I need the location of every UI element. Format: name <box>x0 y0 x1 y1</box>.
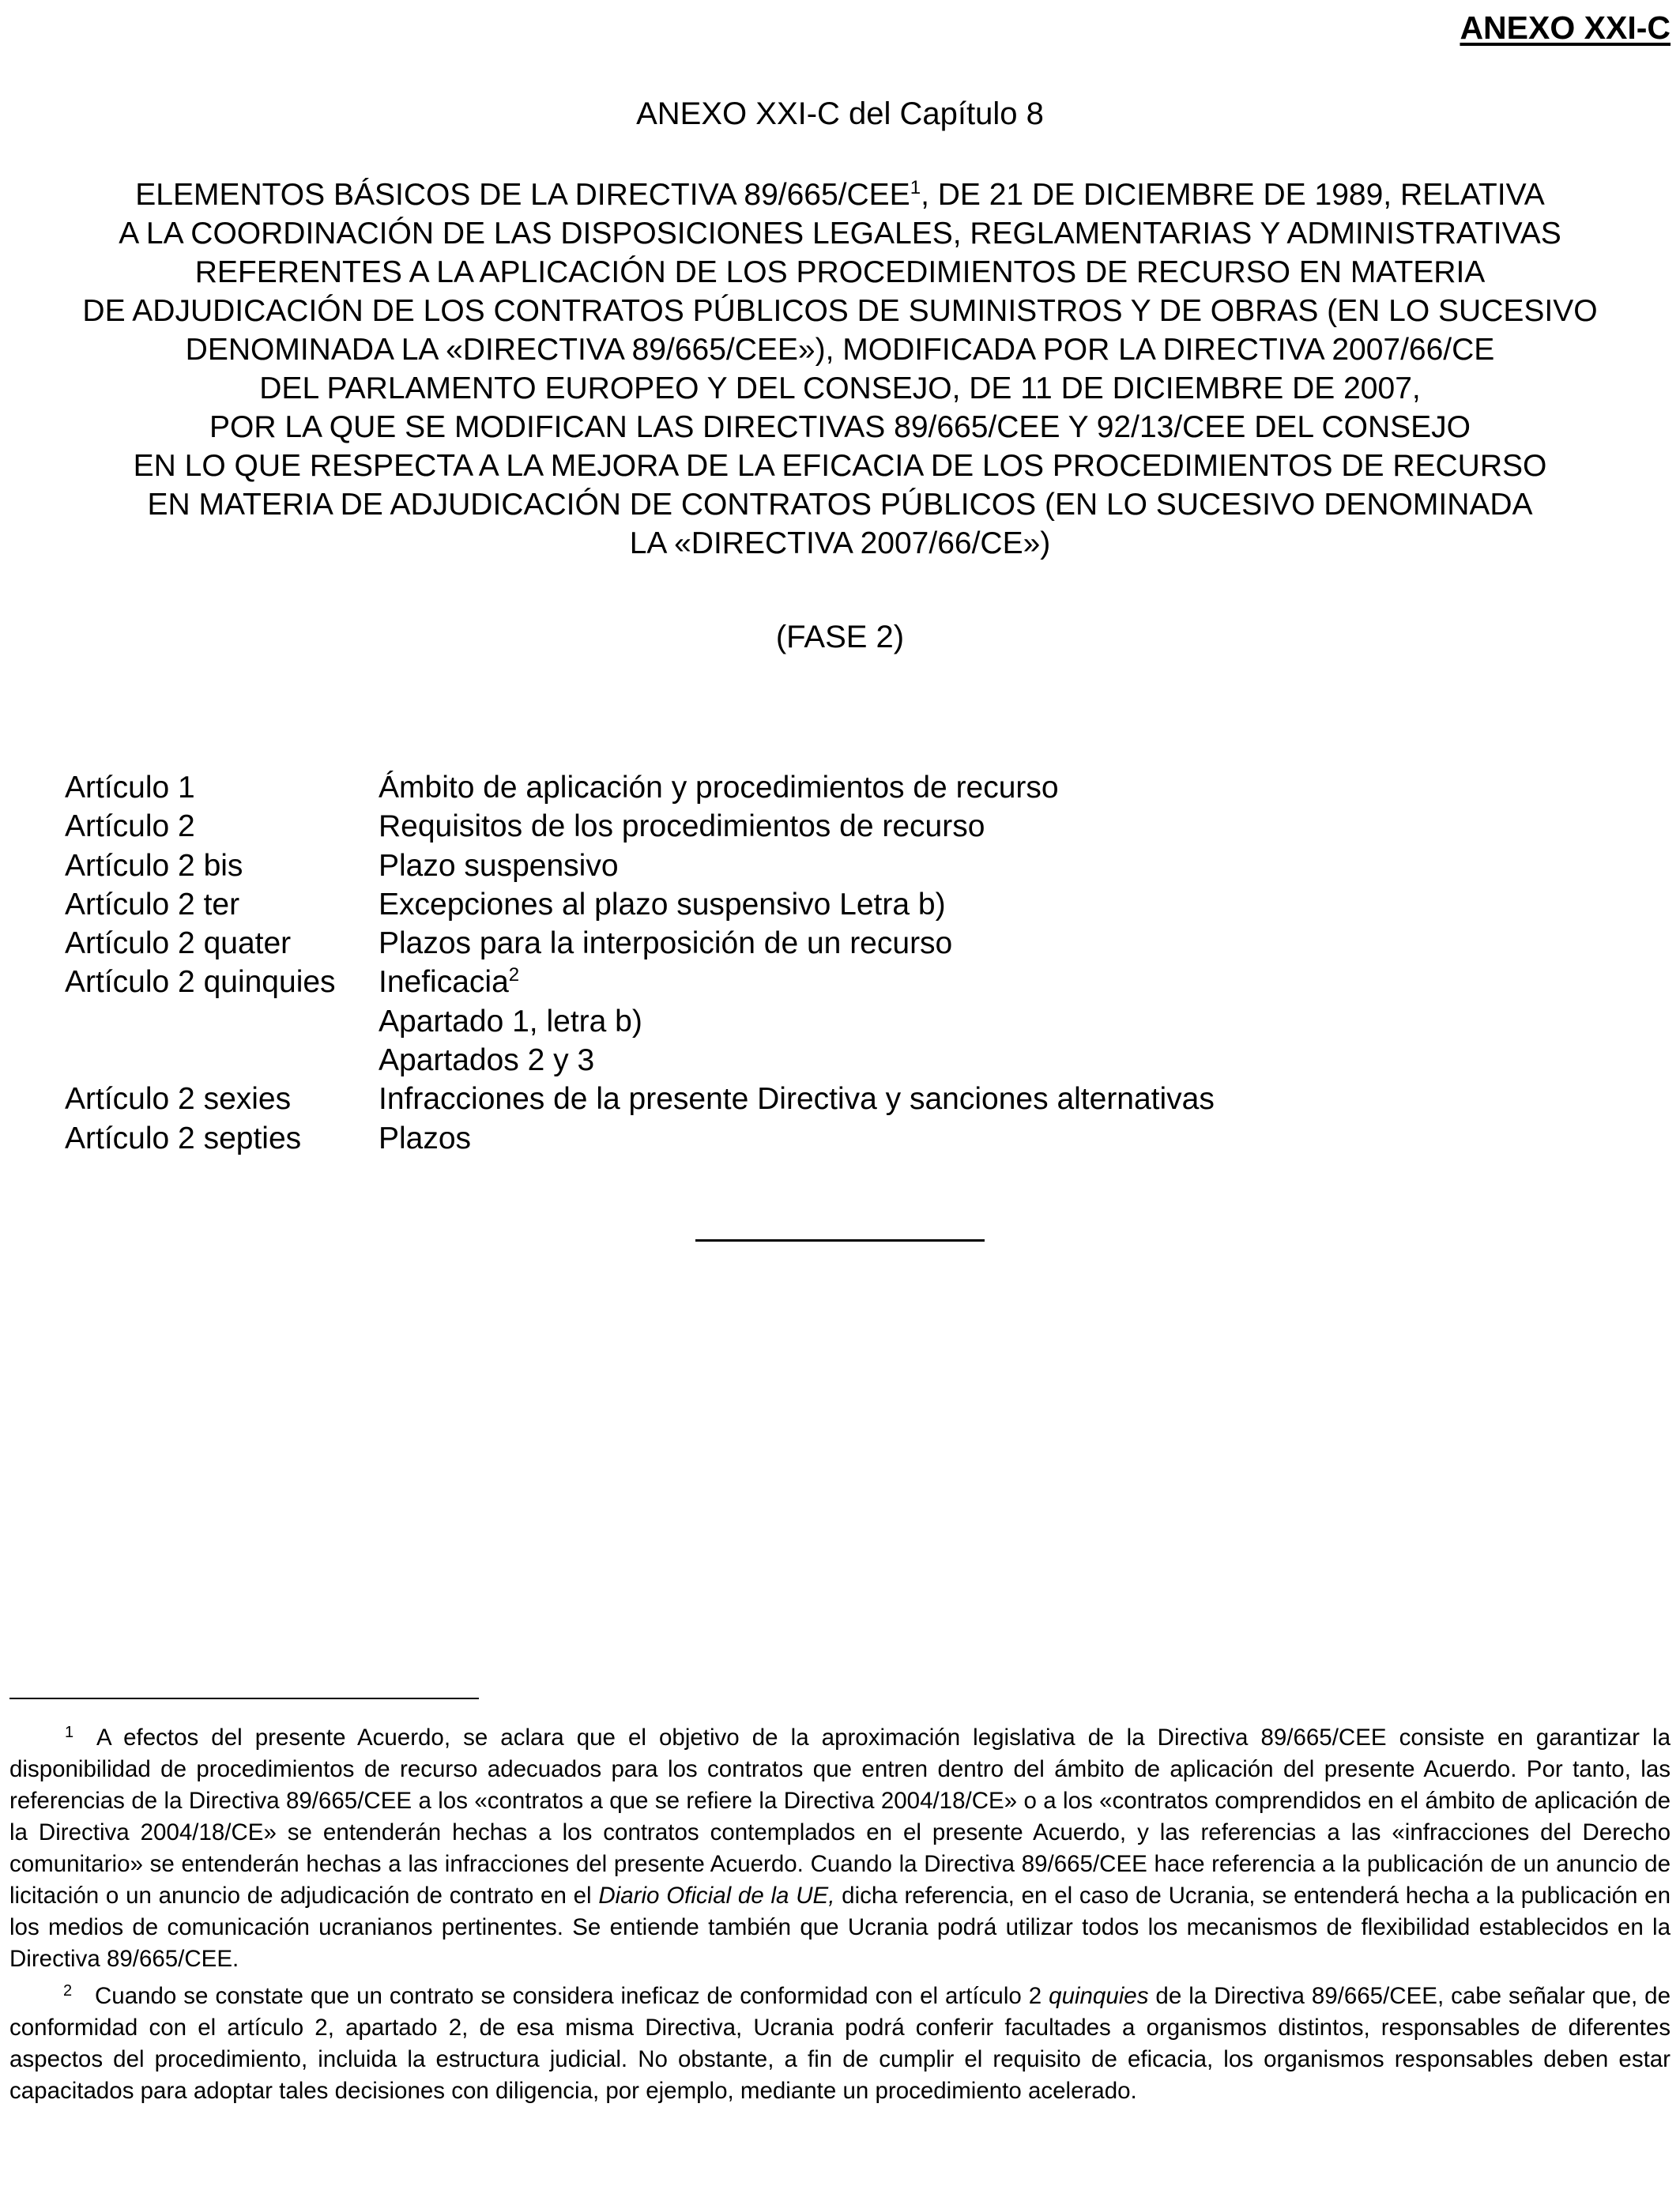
article-description: Apartado 1, letra b) <box>379 1004 642 1039</box>
title-line: DENOMINADA LA «DIRECTIVA 89/665/CEE»), MODIFICADA POR LA DIRECTIVA 2007/66/CE <box>185 333 1495 367</box>
article-description: Plazos <box>379 1121 472 1155</box>
article-number: Artículo 2 quinquies <box>65 965 336 1000</box>
title-line-1-start: ELEMENTOS BÁSICOS DE LA DIRECTIVA 89/665/CEE <box>135 178 910 212</box>
article-number: Artículo 1 <box>65 771 195 805</box>
footnote-text: A efectos del presente Acuerdo, se aclara que el objetivo de la aproximación legislativa de la Directiva 89/665/CEE consiste en garantizar la disponibilidad de procedimientos de recurso adecuados para los contratos que entren dentro del ámbito de aplicación del presente Acuerdo. Por tanto, las referencias de la Directiva 89/665/CEE a los «contratos a que se refiere la Directiva 2004/18/CE» o a los «contratos comprendidos en el ámbito de aplicación de la Directiva 2004/18/CE» se entenderán hechas a los contratos contemplados en el presente Acuerdo, y las referencias a las «infracciones del Derecho comunitario» se entenderán hechas a las infracciones del presente Acuerdo. Cuando la Directiva 89/665/CEE hace referencia a la publicación de un anuncio de licitación o un anuncio de adjudicación de contrato en el <box>9 1725 1671 1909</box>
footnote-text: Cuando se constate que un contrato se considera ineficaz de conformidad con el artículo 2 <box>95 1983 1049 2009</box>
article-row <box>65 1002 1487 1041</box>
article-number: Artículo 2 <box>65 809 195 844</box>
annex-subtitle: ANEXO XXI-C del Capítulo 8 <box>636 96 1044 131</box>
article-row <box>65 846 1487 885</box>
article-description-text: Ineficacia <box>379 965 509 1000</box>
title-line-1-end: , DE 21 DE DICIEMBRE DE 1989, RELATIVA <box>921 178 1545 212</box>
article-number <box>65 1002 379 1041</box>
footnote-2 <box>9 1975 1671 2107</box>
document-title <box>16 175 1664 563</box>
article-number: Artículo 2 quater <box>65 926 292 961</box>
footnote-1 <box>9 1717 1671 1975</box>
article-number: Artículo 2 ter <box>65 887 240 922</box>
article-row <box>65 1119 1487 1158</box>
article-description: Apartados 2 y 3 <box>379 1043 595 1078</box>
article-row <box>65 885 1487 924</box>
footnote-ref-2: 2 <box>508 964 520 986</box>
footnote-italic-text: quinquies <box>1049 1983 1149 2009</box>
title-line: EN MATERIA DE ADJUDICACIÓN DE CONTRATOS PÚBLICOS (EN LO SUCESIVO DENOMINADA <box>147 488 1533 522</box>
title-line: DE ADJUDICACIÓN DE LOS CONTRATOS PÚBLICOS DE SUMINISTROS Y DE OBRAS (EN LO SUCESIVO <box>82 294 1598 328</box>
title-line-1 <box>16 175 1664 214</box>
article-description: Plazo suspensivo <box>379 848 619 883</box>
article-number: Artículo 2 bis <box>65 848 243 883</box>
article-description: Ámbito de aplicación y procedimientos de recurso <box>379 771 1059 805</box>
article-description: Requisitos de los procedimientos de recurso <box>379 809 985 844</box>
article-list <box>65 768 1487 1158</box>
footnote-italic-text: Diario Oficial de la UE, <box>598 1883 835 1909</box>
article-row <box>65 768 1487 807</box>
footnotes <box>9 1717 1671 2107</box>
title-line: EN LO QUE RESPECTA A LA MEJORA DE LA EFICACIA DE LOS PROCEDIMIENTOS DE RECURSO <box>133 449 1547 483</box>
footnote-separator <box>9 1698 479 1699</box>
title-line: REFERENTES A LA APLICACIÓN DE LOS PROCEDIMIENTOS DE RECURSO EN MATERIA <box>194 255 1486 289</box>
section-divider <box>695 1239 985 1242</box>
article-row <box>65 1080 1487 1118</box>
article-description: Plazos para la interposición de un recurso <box>379 926 953 961</box>
article-description: Infracciones de la presente Directiva y sanciones alternativas <box>379 1082 1215 1117</box>
article-description: Excepciones al plazo suspensivo Letra b) <box>379 887 946 922</box>
article-row <box>65 807 1487 846</box>
footnote-ref-1: 1 <box>910 177 921 198</box>
footnote-marker: 1 <box>65 1724 74 1741</box>
footnote-marker: 2 <box>63 1982 73 2000</box>
article-row <box>65 924 1487 963</box>
title-line: DEL PARLAMENTO EUROPEO Y DEL CONSEJO, DE 11 DE DICIEMBRE DE 2007, <box>259 371 1421 405</box>
title-line: POR LA QUE SE MODIFICAN LAS DIRECTIVAS 89/665/CEE Y 92/13/CEE DEL CONSEJO <box>209 410 1471 444</box>
footnote-text: de la Directiva 89/665/CEE, cabe señalar que, de conformidad con el artículo 2, apartado 2, de esa misma Directiva, Ucrania podrá conferir facultades a organismos distintos, responsables de diferentes aspectos del procedimiento, incluida la estructura judicial. No obstante, a fin de cumplir el requisito de eficacia, los organismos responsables deben estar capacitados para adoptar tales decisiones con diligencia, por ejemplo, mediante un procedimiento acelerado. <box>9 1983 1671 2104</box>
article-number <box>65 1041 379 1080</box>
article-description <box>379 963 1487 1001</box>
article-row <box>65 963 1487 1001</box>
footnote-text: dicha referencia, en el caso de Ucrania, se entenderá hecha a la publicación en los medios de comunicación ucranianos pertinentes. Se entiende también que Ucrania podrá utilizar todos los mecanismos de flexibilidad establecidos en la Directiva 89/665/CEE. <box>9 1883 1671 1972</box>
title-line: A LA COORDINACIÓN DE LAS DISPOSICIONES LEGALES, REGLAMENTARIAS Y ADMINISTRATIVAS <box>119 217 1561 251</box>
article-number: Artículo 2 septies <box>65 1121 302 1155</box>
title-line: LA «DIRECTIVA 2007/66/CE») <box>629 526 1051 560</box>
article-row <box>65 1041 1487 1080</box>
article-number: Artículo 2 sexies <box>65 1082 292 1117</box>
phase-label: (FASE 2) <box>775 620 905 654</box>
annex-corner-label: ANEXO XXI-C <box>1460 9 1671 46</box>
